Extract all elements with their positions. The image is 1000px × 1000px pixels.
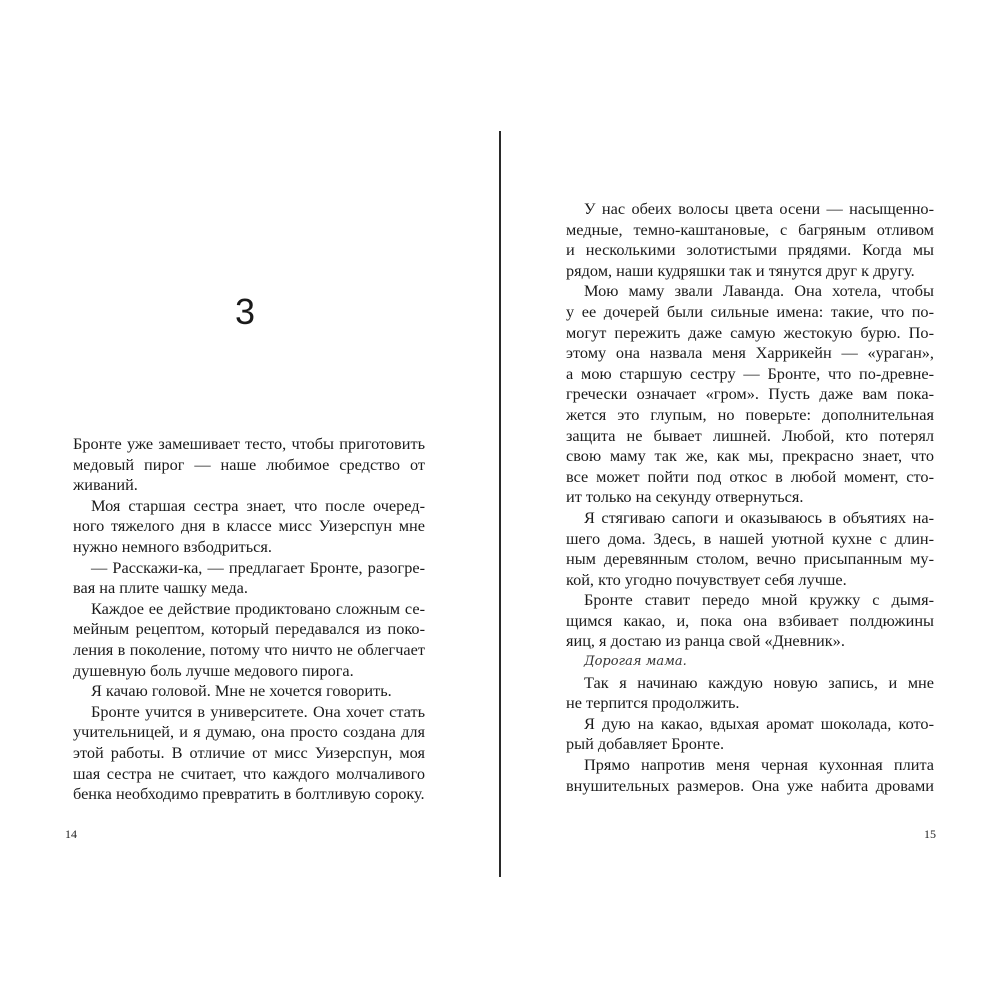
book-gutter-line: [499, 131, 501, 877]
text-line: не терпится продолжить.: [566, 693, 740, 713]
text-line: яиц, я достаю из ранца свой «Дневник».: [566, 631, 845, 651]
diary-salutation: Дорогая мама.: [584, 654, 687, 670]
text-line: Я стягиваю сапоги и оказываюсь в объятиях на-: [584, 507, 934, 527]
text-line: бенка необходимо превратить в болтливую сороку.: [73, 784, 425, 804]
text-line: рядом, наши кудряшки так и тянутся друг к другу.: [566, 260, 915, 280]
text-line: медовый пирог — наше любимое средство от: [73, 454, 425, 474]
text-line: ления в поколение, потому что ничто не облегчает: [73, 639, 425, 659]
text-line: Бронте учится в университете. Она хочет стать: [91, 701, 425, 721]
text-line: кой, кто угодно почувствует себя лучше.: [566, 569, 847, 589]
chapter-number: 3: [234, 291, 256, 332]
text-line: гречески означает «гром». Пусть даже вам пока-: [566, 384, 934, 404]
text-line: — Расскажи-ка, — предлагает Бронте, разогре-: [91, 557, 425, 577]
text-line: этому она назвала меня Харрикейн — «ураган»,: [566, 343, 934, 363]
text-line: шего дома. Здесь, в нашей уютной кухне с длин-: [566, 528, 934, 548]
text-line: ит только на секунду отвернуться.: [566, 487, 804, 507]
text-line: Я дую на какао, вдыхая аромат шоколада, кото-: [584, 713, 934, 733]
text-line: и несколькими золотистыми прядями. Когда мы: [566, 240, 934, 260]
text-line: Так я начинаю каждую новую запись, и мне: [584, 672, 934, 692]
text-line: рый добавляет Бронте.: [566, 734, 725, 754]
text-line: душевную боль лучше медового пирога.: [73, 660, 354, 680]
left-page-text: [73, 434, 425, 805]
text-line: учительницей, и я думаю, она просто создана для: [73, 722, 425, 742]
text-line: медные, темно-каштановые, с багряным отливом: [566, 219, 934, 239]
text-line: щимся какао, и, пока она взбивает полдюжины: [566, 610, 934, 630]
text-line: мейным рецептом, который передавался из поко-: [73, 619, 425, 639]
text-line: Я качаю головой. Мне не хочется говорить.: [91, 681, 392, 701]
text-line: этой работы. В отличие от мисс Уизерспун, моя: [73, 742, 425, 762]
text-line: вая на плите чашку меда.: [73, 578, 248, 598]
text-line: Мою маму звали Лаванда. Она хотела, чтобы: [584, 281, 934, 301]
text-line: а мою старшую сестру — Бронте, что по-древне-: [566, 363, 934, 383]
right-page-text: [566, 199, 934, 796]
text-line: внушительных размеров. Она уже набита дровами: [566, 775, 934, 795]
text-line: могут пережить даже самую жестокую бурю. По-: [566, 322, 934, 342]
right-page-number: 15: [924, 827, 936, 841]
text-line: Моя старшая сестра знает, что после очеред-: [91, 495, 425, 515]
text-line: шая сестра не считает, что каждого молчаливого: [73, 763, 425, 783]
text-line: защита не бывает лишней. Любой, кто потерял: [566, 425, 934, 445]
text-line: ного тяжелого дня в классе мисс Уизерспун мне: [73, 516, 425, 536]
text-line: У нас обеих волосы цвета осени — насыщенно-: [584, 199, 934, 218]
text-line: все может пойти под откос в любой момент, сто-: [566, 466, 934, 486]
text-line: нужно немного взбодриться.: [73, 536, 272, 556]
text-line: свою маму так же, как мы, прекрасно знает, что: [566, 446, 934, 466]
text-line: у ее дочерей были сильные имена: такие, что по-: [566, 301, 934, 321]
text-line: Прямо напротив меня черная кухонная плита: [584, 755, 934, 775]
text-line: жется это глупым, но поверьте: дополнительная: [566, 404, 934, 424]
text-line: Бронте ставит передо мной кружку с дымя-: [584, 590, 934, 610]
text-line: Каждое ее действие продиктовано сложным се-: [91, 598, 425, 618]
left-page-number: 14: [65, 827, 77, 841]
text-line: живаний.: [73, 475, 138, 495]
text-line: ным деревянным столом, вечно присыпанным му-: [566, 549, 934, 569]
text-line: Бронте уже замешивает тесто, чтобы приготовить: [73, 434, 425, 453]
